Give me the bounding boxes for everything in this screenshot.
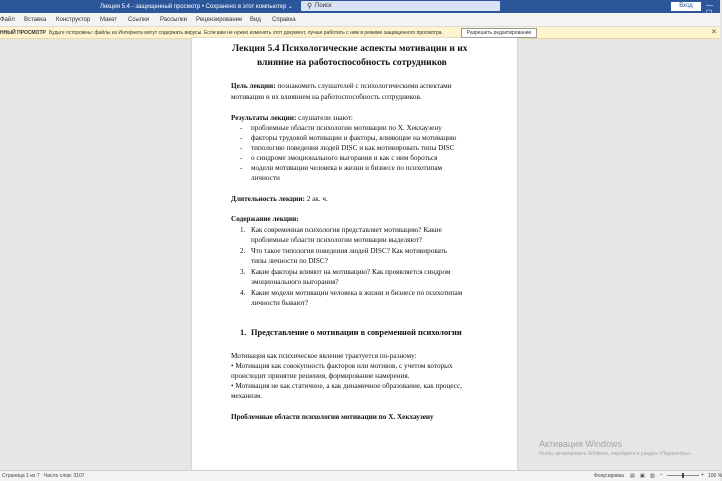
contents-num: 1. <box>240 226 246 234</box>
search-box[interactable] <box>301 1 500 11</box>
lecture-title-line1: Лекция 5.4 Психологические аспекты мотивации и их <box>232 43 468 54</box>
watermark-line2: Чтобы активировать Windows, перейдите в раздел «Параметры». <box>539 451 693 457</box>
paragraph-2-line1: • Мотивация как совокупность факторов или мотивов, с учетом которых <box>231 362 453 370</box>
subheading: Проблемные области психологии мотивации по Х. Хекхаузену <box>231 413 434 421</box>
results-item: о синдроме эмоционального выгорания и как с ним бороться <box>251 154 438 162</box>
status-bar <box>0 470 720 481</box>
document-page[interactable] <box>192 38 517 470</box>
read-mode-icon[interactable]: ▤ <box>630 473 635 479</box>
results-item: типологию поведения людей DISC и как мотивировать типы DISC <box>251 144 455 152</box>
results-label: Результаты лекции: <box>231 114 297 122</box>
results-item-cont: личности <box>251 174 280 182</box>
tab-review[interactable]: Рецензирование <box>196 17 243 23</box>
login-button[interactable]: Вход <box>671 2 701 11</box>
lecture-title-line2: влияние на работоспособность сотрудников <box>257 57 447 68</box>
section-1-title: Представление о мотивации в современной психологии <box>251 328 462 337</box>
contents-num: 3. <box>240 268 246 276</box>
paragraph-3-line2: механизм. <box>231 392 263 400</box>
protected-view-label: ННЫЙ ПРОСМОТР <box>0 30 46 36</box>
page-info[interactable]: Страница 1 из 7 <box>2 473 40 479</box>
tab-view[interactable]: Вид <box>250 17 261 23</box>
protected-view-message: Будьте осторожны: файлы из Интернета могут содержать вирусы. Если вам не нужно изменять этот документ, лучше работать с ним в режиме защищенного просмотра. <box>49 30 443 36</box>
section-1-number: 1. <box>240 328 247 337</box>
tab-insert[interactable]: Вставка <box>24 17 47 23</box>
contents-num: 2. <box>240 247 246 255</box>
contents-item-line2: эмоционального выгорания? <box>251 278 339 286</box>
focus-mode[interactable]: Фокусировка <box>594 473 624 479</box>
contents-item-line1: Какие факторы влияют на мотивацию? Как проявляется синдром <box>251 268 451 276</box>
document-title[interactable]: Лекция 5.4 - защищенный просмотр • Сохранено в этот компьютер ⌄ <box>100 4 293 10</box>
tab-design[interactable]: Конструктор <box>56 17 91 23</box>
word-count[interactable]: Число слов: 3107 <box>44 473 85 479</box>
duration-text: 2 ак. ч. <box>304 195 328 203</box>
contents-item-line2: типы личности по DISC? <box>251 257 328 265</box>
results-dash: - <box>240 164 243 172</box>
paragraph-1: Мотивация как психическое явление трактуется по-разному: <box>231 352 417 360</box>
web-layout-icon[interactable]: ▥ <box>650 473 655 479</box>
duration-label: Длительность лекции: <box>231 195 305 203</box>
tab-mailings[interactable]: Рассылки <box>160 17 187 23</box>
results-intro: слушатели знают: <box>296 114 353 122</box>
tab-layout[interactable]: Макет <box>100 17 117 23</box>
enable-editing-button[interactable]: Разрешить редактирование <box>461 28 537 38</box>
zoom-out-button[interactable]: − <box>660 472 663 478</box>
results-dash: - <box>240 144 243 152</box>
window-controls[interactable]: — <box>706 2 713 9</box>
watermark-line1: Активация Windows <box>539 439 622 449</box>
contents-item-line1: Что такое типология поведения людей DISC? Как мотивировать <box>251 247 448 255</box>
goal-text1: познакомить слушателей с психологическими аспектами <box>275 82 452 90</box>
zoom-in-button[interactable]: + <box>701 472 704 478</box>
windows-activation-watermark <box>539 439 692 458</box>
goal-text2: мотивации и их влиянием на работоспособность сотрудников. <box>231 93 422 101</box>
zoom-level[interactable]: 100 % <box>708 473 722 479</box>
tab-file[interactable]: Файл <box>0 17 15 23</box>
duration-line <box>231 194 328 204</box>
zoom-slider-handle[interactable] <box>682 473 684 478</box>
results-heading <box>231 113 353 123</box>
contents-item-line2: личности бывают? <box>251 299 309 307</box>
contents-num: 4. <box>240 289 246 297</box>
search-icon: ⚲ <box>307 3 313 10</box>
close-icon[interactable]: ✕ <box>711 29 717 36</box>
print-layout-icon[interactable]: ▣ <box>640 473 645 479</box>
contents-item-line2: проблемные области психологии мотивации выделяют? <box>251 236 423 244</box>
title-bar <box>0 0 720 13</box>
tab-references[interactable]: Ссылки <box>128 17 150 23</box>
goal-label: Цель лекции: <box>231 82 276 90</box>
contents-item-line1: Как современная психология представляет мотивацию? Какие <box>251 226 442 234</box>
results-item: факторы трудовой мотивации и факторы, влияющие на мотивацию <box>251 134 457 142</box>
results-item: модели мотивации человека в жизни и бизнесе по психотипам <box>251 164 443 172</box>
contents-item-line1: Какие модели мотивации человека в жизни и бизнесе по психотипам <box>251 289 463 297</box>
search-placeholder: Поиск <box>315 3 332 9</box>
tab-help[interactable]: Справка <box>272 17 296 23</box>
paragraph-3-line1: • Мотивация не как статичное, а как динамичное образование, как процесс, <box>231 382 462 390</box>
goal-line1 <box>231 81 452 91</box>
results-dash: - <box>240 124 243 132</box>
contents-label: Содержание лекции: <box>231 215 299 223</box>
results-dash: - <box>240 154 243 162</box>
results-dash: - <box>240 134 243 142</box>
results-item: проблемные области психологии мотивации по Х. Хекхаузену <box>251 124 442 132</box>
paragraph-2-line2: происходит принятие решения, формирование намерения. <box>231 372 410 380</box>
ribbon-tabs <box>0 13 720 27</box>
